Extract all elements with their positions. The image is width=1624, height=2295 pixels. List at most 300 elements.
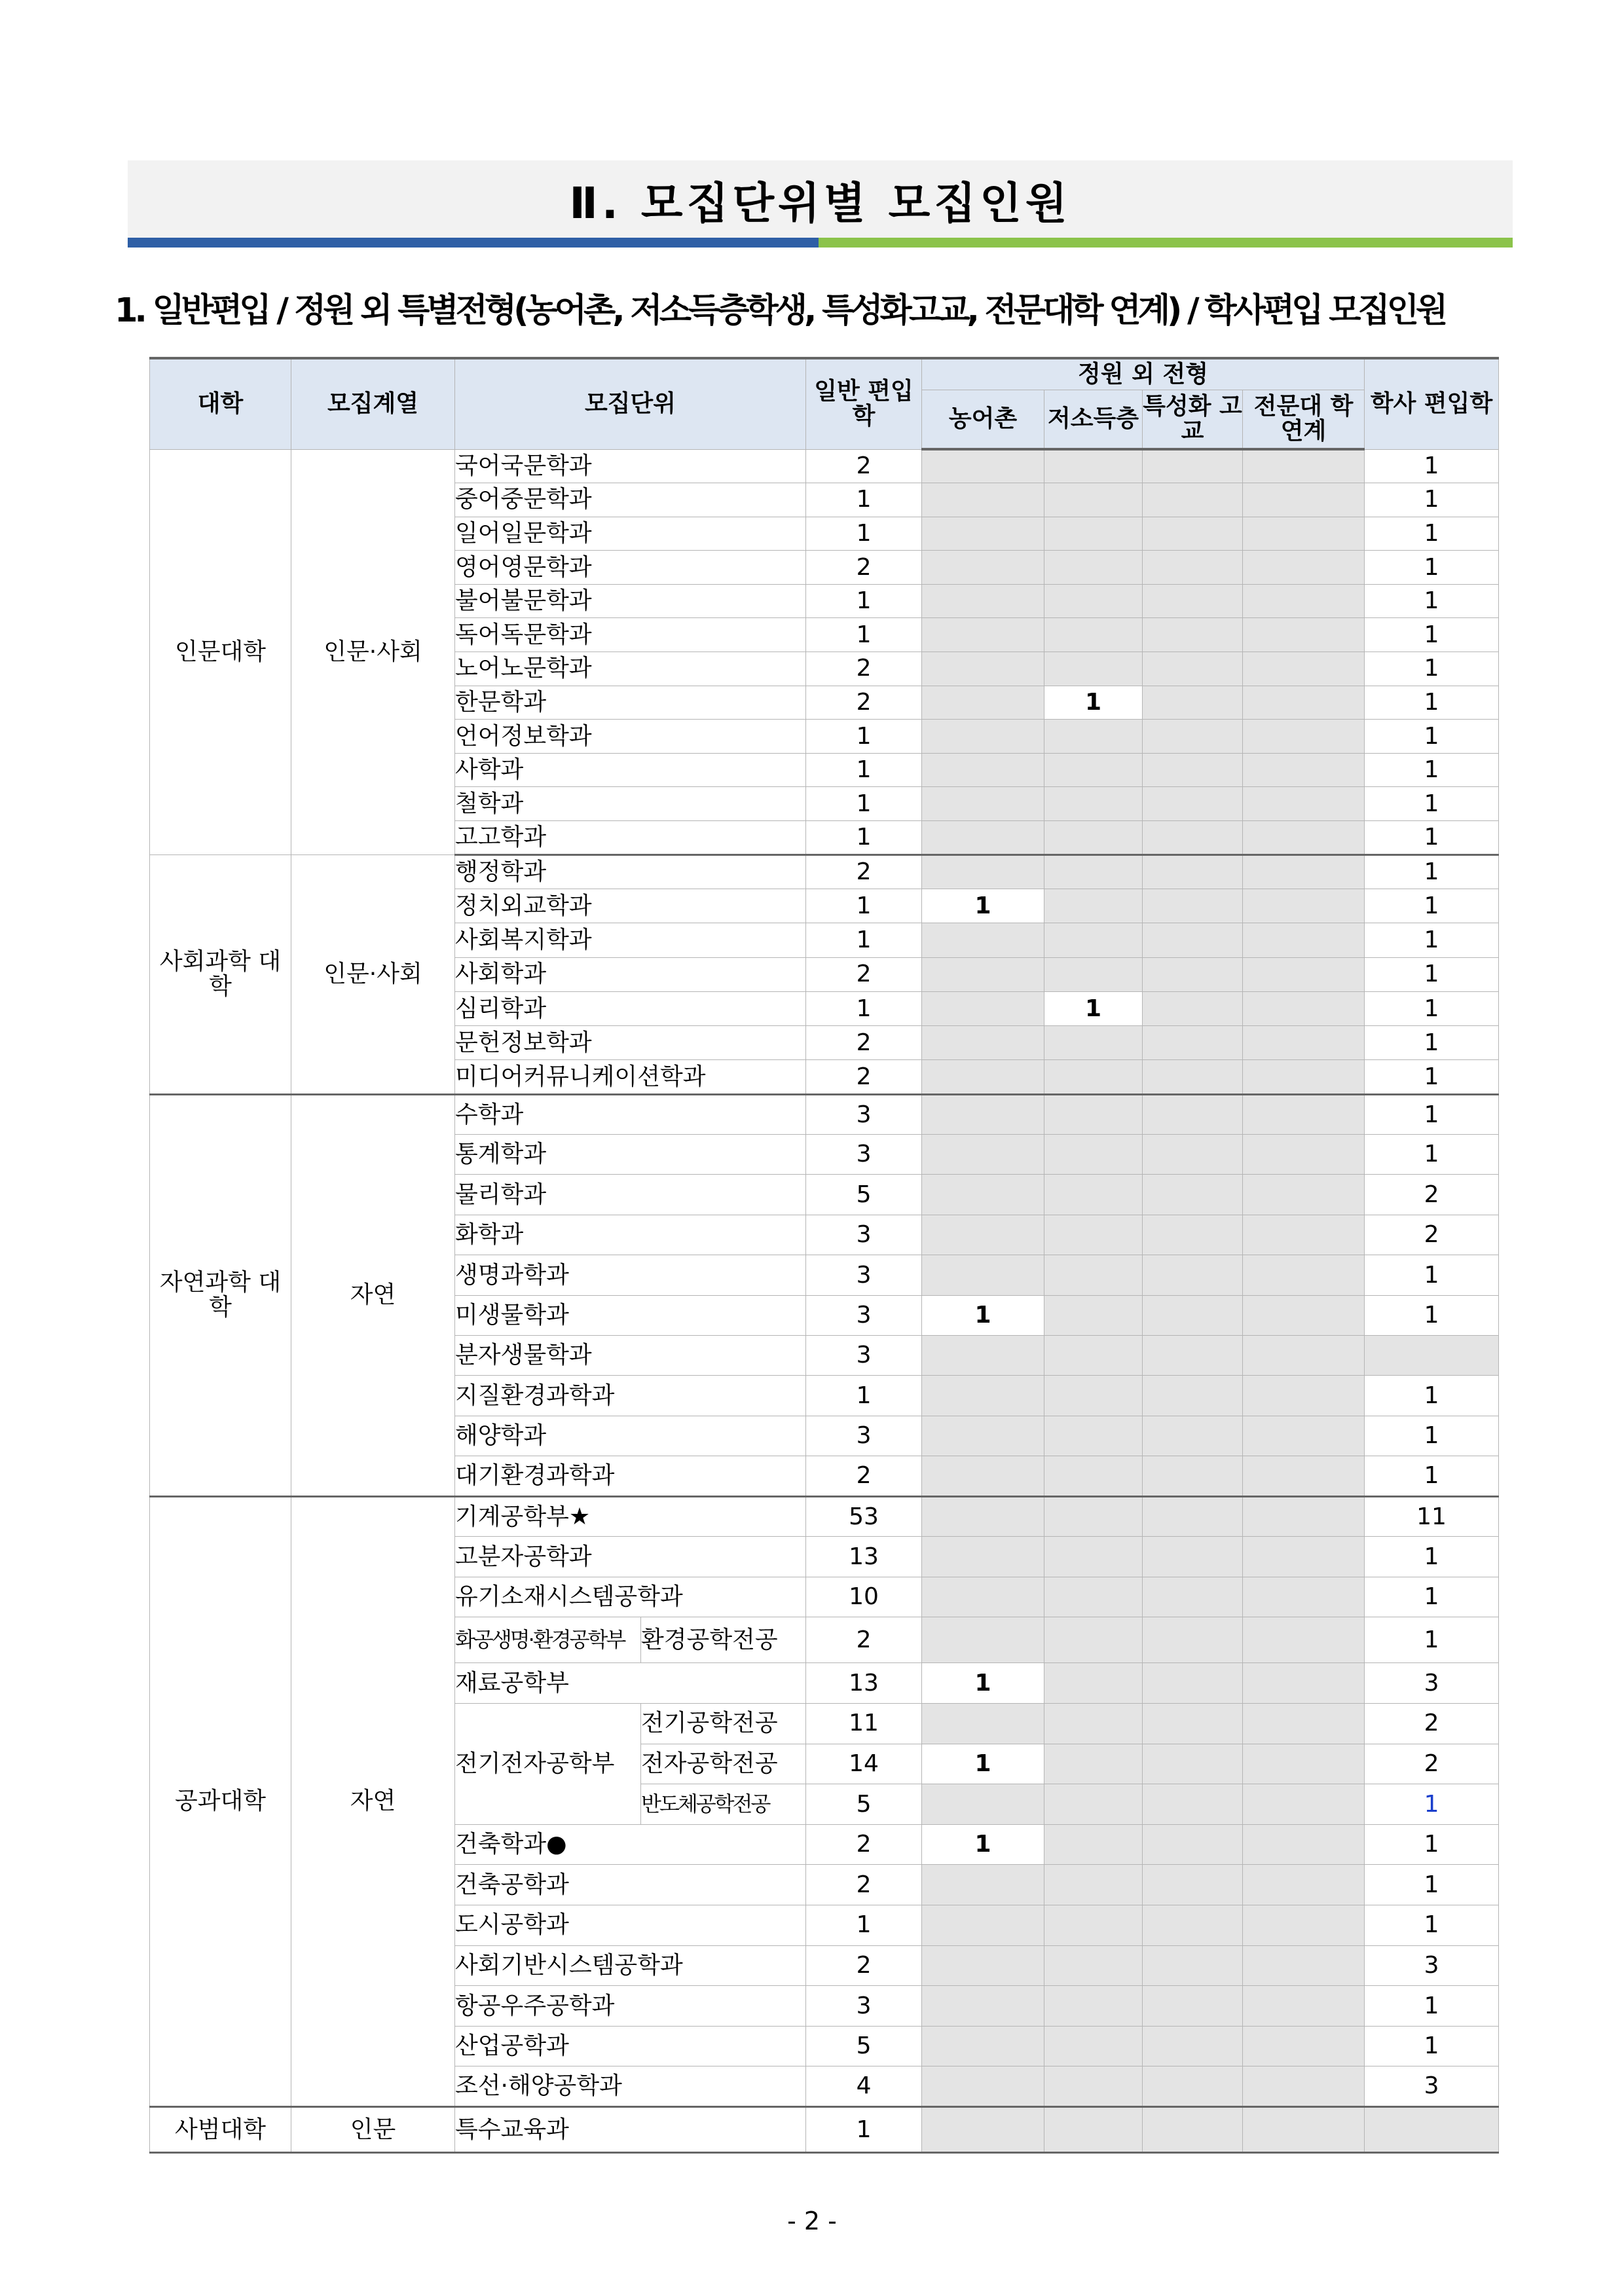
- low-income-cell: [1044, 483, 1143, 517]
- rural-cell: [922, 2106, 1044, 2152]
- general-cell: 2: [806, 1026, 922, 1060]
- bachelor-cell: 1: [1365, 1026, 1499, 1060]
- junior-college-cell: [1243, 1986, 1365, 2027]
- junior-college-cell: [1243, 1744, 1365, 1784]
- general-cell: 1: [806, 821, 922, 855]
- bachelor-cell: 1: [1365, 854, 1499, 889]
- bachelor-cell: 1: [1365, 720, 1499, 754]
- unit-cell: 미생물학과: [455, 1295, 806, 1335]
- vocational-cell: [1143, 720, 1243, 754]
- vocational-cell: [1143, 1703, 1243, 1744]
- header-bachelor: 학사 편입학: [1365, 358, 1499, 449]
- low-income-cell: [1044, 821, 1143, 855]
- low-income-cell: [1044, 1295, 1143, 1335]
- general-cell: 1: [806, 2106, 922, 2152]
- junior-college-cell: [1243, 551, 1365, 585]
- header-rural: 농어촌: [922, 390, 1044, 449]
- table-row: [150, 854, 1499, 889]
- bachelor-cell: 1: [1365, 889, 1499, 923]
- sub-unit-cell: 반도체공학전공: [641, 1784, 806, 1825]
- rural-cell: [922, 1336, 1044, 1376]
- bachelor-cell: 1: [1365, 584, 1499, 618]
- rural-cell: 1: [922, 1295, 1044, 1335]
- unit-cell: 영어영문학과: [455, 551, 806, 585]
- unit-cell: 수학과: [455, 1094, 806, 1134]
- rural-cell: 1: [922, 889, 1044, 923]
- rural-cell: [922, 584, 1044, 618]
- field-cell: 인문·사회: [291, 449, 455, 854]
- rural-cell: [922, 1376, 1044, 1416]
- junior-college-cell: [1243, 584, 1365, 618]
- unit-cell: 기계공학부★: [455, 1496, 806, 1537]
- sub-unit-cell: 전기공학전공: [641, 1703, 806, 1744]
- vocational-cell: [1143, 1905, 1243, 1945]
- junior-college-cell: [1243, 821, 1365, 855]
- unit-cell: 대기환경과학과: [455, 1456, 806, 1496]
- rural-cell: [922, 551, 1044, 585]
- bachelor-cell: [1365, 2106, 1499, 2152]
- junior-college-cell: [1243, 753, 1365, 787]
- general-cell: 2: [806, 1945, 922, 1986]
- vocational-cell: [1143, 1376, 1243, 1416]
- unit-cell: 산업공학과: [455, 2026, 806, 2066]
- bachelor-cell: 1: [1365, 1865, 1499, 1905]
- vocational-cell: [1143, 1617, 1243, 1663]
- header-unit: 모집단위: [455, 358, 806, 449]
- rural-cell: 1: [922, 1824, 1044, 1865]
- bachelor-cell: 1: [1365, 2026, 1499, 2066]
- field-cell: 자연: [291, 1094, 455, 1496]
- general-cell: 3: [806, 1336, 922, 1376]
- vocational-cell: [1143, 2106, 1243, 2152]
- general-cell: 2: [806, 551, 922, 585]
- rural-cell: [922, 957, 1044, 991]
- junior-college-cell: [1243, 991, 1365, 1025]
- low-income-cell: [1044, 1744, 1143, 1784]
- bachelor-cell: 1: [1365, 517, 1499, 551]
- rural-cell: [922, 1175, 1044, 1215]
- unit-cell: 정치외교학과: [455, 889, 806, 923]
- college-cell: 자연과학 대학: [150, 1094, 291, 1496]
- field-cell: 인문: [291, 2106, 455, 2152]
- unit-cell: 미디어커뮤니케이션학과: [455, 1060, 806, 1094]
- low-income-cell: [1044, 1456, 1143, 1496]
- vocational-cell: [1143, 1295, 1243, 1335]
- general-cell: 3: [806, 1215, 922, 1255]
- unit-cell: 특수교육과: [455, 2106, 806, 2152]
- unit-cell: 조선·해양공학과: [455, 2066, 806, 2107]
- unit-cell: 화학과: [455, 1215, 806, 1255]
- low-income-cell: [1044, 1945, 1143, 1986]
- vocational-cell: [1143, 991, 1243, 1025]
- rural-cell: [922, 1060, 1044, 1094]
- junior-college-cell: [1243, 517, 1365, 551]
- junior-college-cell: [1243, 854, 1365, 889]
- unit-cell: 건축학과●: [455, 1824, 806, 1865]
- rural-cell: [922, 1537, 1044, 1577]
- bachelor-cell: 3: [1365, 1945, 1499, 1986]
- rural-cell: [922, 483, 1044, 517]
- general-cell: 2: [806, 1865, 922, 1905]
- low-income-cell: [1044, 517, 1143, 551]
- rural-cell: 1: [922, 1663, 1044, 1704]
- vocational-cell: [1143, 1744, 1243, 1784]
- junior-college-cell: [1243, 1456, 1365, 1496]
- bachelor-cell: [1365, 1336, 1499, 1376]
- low-income-cell: [1044, 1416, 1143, 1456]
- bachelor-cell: 2: [1365, 1175, 1499, 1215]
- unit-cell: 중어중문학과: [455, 483, 806, 517]
- bachelor-cell: 1: [1365, 1617, 1499, 1663]
- low-income-cell: [1044, 889, 1143, 923]
- junior-college-cell: [1243, 2066, 1365, 2107]
- general-cell: 2: [806, 449, 922, 483]
- rural-cell: [922, 1215, 1044, 1255]
- general-cell: 2: [806, 652, 922, 686]
- vocational-cell: [1143, 1824, 1243, 1865]
- general-cell: 1: [806, 720, 922, 754]
- junior-college-cell: [1243, 1663, 1365, 1704]
- general-cell: 2: [806, 1456, 922, 1496]
- vocational-cell: [1143, 1094, 1243, 1134]
- low-income-cell: [1044, 957, 1143, 991]
- banner-underline-green: [819, 238, 1513, 248]
- junior-college-cell: [1243, 1336, 1365, 1376]
- bachelor-cell: 1: [1365, 1456, 1499, 1496]
- vocational-cell: [1143, 449, 1243, 483]
- vocational-cell: [1143, 1986, 1243, 2027]
- vocational-cell: [1143, 686, 1243, 720]
- vocational-cell: [1143, 1255, 1243, 1295]
- junior-college-cell: [1243, 1905, 1365, 1945]
- bachelor-cell: 1: [1365, 652, 1499, 686]
- general-cell: 1: [806, 517, 922, 551]
- low-income-cell: [1044, 753, 1143, 787]
- rural-cell: [922, 1026, 1044, 1060]
- sub-unit-cell: 전자공학전공: [641, 1744, 806, 1784]
- low-income-cell: [1044, 584, 1143, 618]
- unit-cell: 행정학과: [455, 854, 806, 889]
- junior-college-cell: [1243, 1295, 1365, 1335]
- rural-cell: [922, 1784, 1044, 1825]
- unit-cell: 독어독문학과: [455, 618, 806, 652]
- general-cell: 2: [806, 1060, 922, 1094]
- general-cell: 2: [806, 1824, 922, 1865]
- vocational-cell: [1143, 854, 1243, 889]
- bachelor-cell: 1: [1365, 753, 1499, 787]
- vocational-cell: [1143, 1416, 1243, 1456]
- vocational-cell: [1143, 1945, 1243, 1986]
- bachelor-cell: 1: [1365, 1416, 1499, 1456]
- junior-college-cell: [1243, 2106, 1365, 2152]
- college-cell: 인문대학: [150, 449, 291, 854]
- unit-cell: 분자생물학과: [455, 1336, 806, 1376]
- rural-cell: [922, 923, 1044, 957]
- unit-cell: 일어일문학과: [455, 517, 806, 551]
- low-income-cell: [1044, 1537, 1143, 1577]
- header-general: 일반 편입학: [806, 358, 922, 449]
- junior-college-cell: [1243, 923, 1365, 957]
- low-income-cell: [1044, 720, 1143, 754]
- junior-college-cell: [1243, 1094, 1365, 1134]
- junior-college-cell: [1243, 1945, 1365, 1986]
- section-title: 1. 일반편입 / 정원 외 특별전형(농어촌, 저소득층학생, 특성화고교, 전문대학 연계) / 학사편입 모집인원: [115, 291, 1445, 330]
- low-income-cell: [1044, 1577, 1143, 1617]
- vocational-cell: [1143, 923, 1243, 957]
- vocational-cell: [1143, 2026, 1243, 2066]
- low-income-cell: [1044, 1617, 1143, 1663]
- low-income-cell: [1044, 1986, 1143, 2027]
- unit-cell: 재료공학부: [455, 1663, 806, 1704]
- unit-cell: 전기전자공학부: [455, 1703, 641, 1824]
- low-income-cell: [1044, 1175, 1143, 1215]
- low-income-cell: [1044, 1865, 1143, 1905]
- bachelor-cell: 1: [1365, 618, 1499, 652]
- bachelor-cell: 1: [1365, 1295, 1499, 1335]
- junior-college-cell: [1243, 449, 1365, 483]
- vocational-cell: [1143, 753, 1243, 787]
- junior-college-cell: [1243, 1376, 1365, 1416]
- rural-cell: [922, 1905, 1044, 1945]
- bachelor-cell: 1: [1365, 1824, 1499, 1865]
- junior-college-cell: [1243, 1135, 1365, 1175]
- college-cell: 사회과학 대학: [150, 854, 291, 1094]
- banner-underline-blue: [128, 238, 819, 248]
- low-income-cell: [1044, 2026, 1143, 2066]
- vocational-cell: [1143, 1537, 1243, 1577]
- junior-college-cell: [1243, 1537, 1365, 1577]
- vocational-cell: [1143, 618, 1243, 652]
- junior-college-cell: [1243, 1215, 1365, 1255]
- general-cell: 3: [806, 1094, 922, 1134]
- low-income-cell: [1044, 923, 1143, 957]
- junior-college-cell: [1243, 787, 1365, 821]
- general-cell: 5: [806, 2026, 922, 2066]
- unit-cell: 불어불문학과: [455, 584, 806, 618]
- rural-cell: [922, 854, 1044, 889]
- rural-cell: [922, 720, 1044, 754]
- unit-cell: 국어국문학과: [455, 449, 806, 483]
- college-cell: 공과대학: [150, 1496, 291, 2106]
- rural-cell: [922, 686, 1044, 720]
- low-income-cell: [1044, 854, 1143, 889]
- general-cell: 2: [806, 957, 922, 991]
- bachelor-cell: 1: [1365, 1784, 1499, 1825]
- vocational-cell: [1143, 787, 1243, 821]
- bachelor-cell: 1: [1365, 923, 1499, 957]
- recruitment-table: [149, 357, 1499, 2154]
- table-row: [150, 1094, 1499, 1134]
- general-cell: 1: [806, 991, 922, 1025]
- vocational-cell: [1143, 1577, 1243, 1617]
- unit-cell: 지질환경과학과: [455, 1376, 806, 1416]
- general-cell: 3: [806, 1135, 922, 1175]
- vocational-cell: [1143, 517, 1243, 551]
- low-income-cell: [1044, 2066, 1143, 2107]
- vocational-cell: [1143, 652, 1243, 686]
- general-cell: 1: [806, 787, 922, 821]
- rural-cell: [922, 821, 1044, 855]
- junior-college-cell: [1243, 1060, 1365, 1094]
- sub-unit-cell: 환경공학전공: [641, 1617, 806, 1663]
- vocational-cell: [1143, 1175, 1243, 1215]
- bachelor-cell: 1: [1365, 787, 1499, 821]
- low-income-cell: [1044, 1215, 1143, 1255]
- vocational-cell: [1143, 1663, 1243, 1704]
- junior-college-cell: [1243, 1175, 1365, 1215]
- junior-college-cell: [1243, 1824, 1365, 1865]
- general-cell: 4: [806, 2066, 922, 2107]
- rural-cell: [922, 1496, 1044, 1537]
- rural-cell: [922, 1456, 1044, 1496]
- low-income-cell: 1: [1044, 686, 1143, 720]
- general-cell: 3: [806, 1295, 922, 1335]
- unit-cell: 화공생명·환경공학부: [455, 1617, 641, 1663]
- bachelor-cell: 3: [1365, 2066, 1499, 2107]
- low-income-cell: [1044, 1135, 1143, 1175]
- low-income-cell: 1: [1044, 991, 1143, 1025]
- college-cell: 사범대학: [150, 2106, 291, 2152]
- unit-cell: 고고학과: [455, 821, 806, 855]
- low-income-cell: [1044, 1496, 1143, 1537]
- junior-college-cell: [1243, 652, 1365, 686]
- junior-college-cell: [1243, 1703, 1365, 1744]
- low-income-cell: [1044, 652, 1143, 686]
- junior-college-cell: [1243, 1865, 1365, 1905]
- junior-college-cell: [1243, 483, 1365, 517]
- general-cell: 14: [806, 1744, 922, 1784]
- vocational-cell: [1143, 1496, 1243, 1537]
- rural-cell: [922, 618, 1044, 652]
- junior-college-cell: [1243, 618, 1365, 652]
- table-row: [150, 2106, 1499, 2152]
- bachelor-cell: 1: [1365, 449, 1499, 483]
- vocational-cell: [1143, 1060, 1243, 1094]
- rural-cell: 1: [922, 1744, 1044, 1784]
- unit-cell: 사회기반시스템공학과: [455, 1945, 806, 1986]
- field-cell: 자연: [291, 1496, 455, 2106]
- bachelor-cell: 1: [1365, 1255, 1499, 1295]
- rural-cell: [922, 1135, 1044, 1175]
- general-cell: 1: [806, 923, 922, 957]
- bachelor-cell: 1: [1365, 1905, 1499, 1945]
- low-income-cell: [1044, 1376, 1143, 1416]
- rural-cell: [922, 1617, 1044, 1663]
- rural-cell: [922, 2066, 1044, 2107]
- rural-cell: [922, 991, 1044, 1025]
- header-junior-college: 전문대 학연계: [1243, 390, 1365, 449]
- unit-cell: 한문학과: [455, 686, 806, 720]
- rural-cell: [922, 1416, 1044, 1456]
- rural-cell: [922, 449, 1044, 483]
- unit-cell: 고분자공학과: [455, 1537, 806, 1577]
- general-cell: 11: [806, 1703, 922, 1744]
- title-banner: [128, 160, 1513, 238]
- junior-college-cell: [1243, 889, 1365, 923]
- low-income-cell: [1044, 1336, 1143, 1376]
- low-income-cell: [1044, 1703, 1143, 1744]
- low-income-cell: [1044, 1060, 1143, 1094]
- rural-cell: [922, 787, 1044, 821]
- rural-cell: [922, 1703, 1044, 1744]
- rural-cell: [922, 1865, 1044, 1905]
- bachelor-cell: 3: [1365, 1663, 1499, 1704]
- bachelor-cell: 2: [1365, 1744, 1499, 1784]
- general-cell: 1: [806, 1905, 922, 1945]
- general-cell: 1: [806, 889, 922, 923]
- bachelor-cell: 1: [1365, 551, 1499, 585]
- bachelor-cell: 1: [1365, 957, 1499, 991]
- rural-cell: [922, 1255, 1044, 1295]
- rural-cell: [922, 2026, 1044, 2066]
- bachelor-cell: 1: [1365, 1986, 1499, 2027]
- general-cell: 1: [806, 584, 922, 618]
- low-income-cell: [1044, 618, 1143, 652]
- unit-cell: 언어정보학과: [455, 720, 806, 754]
- vocational-cell: [1143, 1215, 1243, 1255]
- bachelor-cell: 1: [1365, 1376, 1499, 1416]
- bachelor-cell: 2: [1365, 1703, 1499, 1744]
- junior-college-cell: [1243, 1784, 1365, 1825]
- header-college: 대학: [150, 358, 291, 449]
- vocational-cell: [1143, 1784, 1243, 1825]
- general-cell: 13: [806, 1537, 922, 1577]
- table-row: [150, 449, 1499, 483]
- junior-college-cell: [1243, 1577, 1365, 1617]
- low-income-cell: [1044, 1824, 1143, 1865]
- general-cell: 10: [806, 1577, 922, 1617]
- bachelor-cell: 1: [1365, 1577, 1499, 1617]
- general-cell: 5: [806, 1784, 922, 1825]
- field-cell: 인문·사회: [291, 854, 455, 1094]
- unit-cell: 사회복지학과: [455, 923, 806, 957]
- low-income-cell: [1044, 787, 1143, 821]
- vocational-cell: [1143, 889, 1243, 923]
- vocational-cell: [1143, 1456, 1243, 1496]
- junior-college-cell: [1243, 1617, 1365, 1663]
- low-income-cell: [1044, 551, 1143, 585]
- junior-college-cell: [1243, 2026, 1365, 2066]
- unit-cell: 물리학과: [455, 1175, 806, 1215]
- low-income-cell: [1044, 449, 1143, 483]
- rural-cell: [922, 1094, 1044, 1134]
- vocational-cell: [1143, 483, 1243, 517]
- junior-college-cell: [1243, 1026, 1365, 1060]
- unit-cell: 건축공학과: [455, 1865, 806, 1905]
- general-cell: 13: [806, 1663, 922, 1704]
- vocational-cell: [1143, 551, 1243, 585]
- general-cell: 2: [806, 854, 922, 889]
- unit-cell: 생명과학과: [455, 1255, 806, 1295]
- vocational-cell: [1143, 957, 1243, 991]
- junior-college-cell: [1243, 1496, 1365, 1537]
- unit-cell: 사회학과: [455, 957, 806, 991]
- general-cell: 1: [806, 483, 922, 517]
- rural-cell: [922, 1577, 1044, 1617]
- unit-cell: 문헌정보학과: [455, 1026, 806, 1060]
- general-cell: 5: [806, 1175, 922, 1215]
- low-income-cell: [1044, 1094, 1143, 1134]
- junior-college-cell: [1243, 1255, 1365, 1295]
- vocational-cell: [1143, 1865, 1243, 1905]
- junior-college-cell: [1243, 957, 1365, 991]
- general-cell: 1: [806, 1376, 922, 1416]
- general-cell: 3: [806, 1416, 922, 1456]
- bachelor-cell: 11: [1365, 1496, 1499, 1537]
- general-cell: 3: [806, 1255, 922, 1295]
- general-cell: 1: [806, 618, 922, 652]
- general-cell: 53: [806, 1496, 922, 1537]
